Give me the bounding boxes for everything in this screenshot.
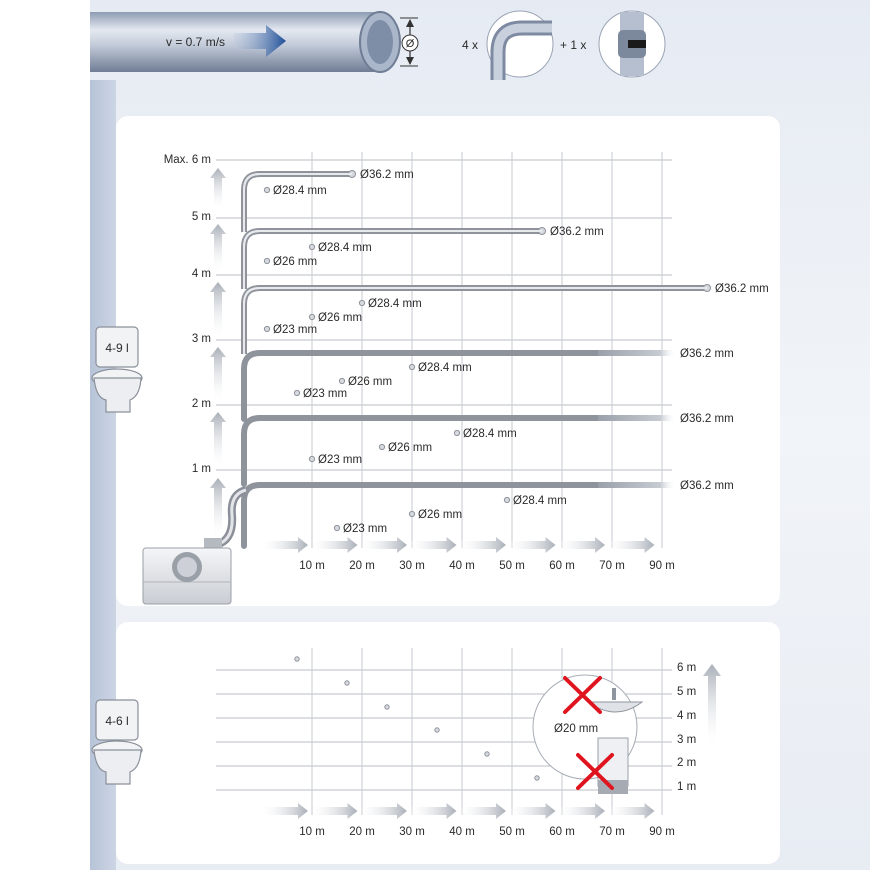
toilet-volume-bottom: 4-6 l — [105, 714, 129, 728]
y-label-2m: 2 m — [191, 398, 211, 410]
x-label-40m: 40 m — [449, 560, 475, 572]
pipe-end-cap — [409, 511, 414, 516]
pipe-label: Ø28.4 mm — [418, 362, 472, 374]
bottom-x-label-50m: 50 m — [499, 826, 525, 838]
pipe-end-cap — [294, 390, 299, 395]
sink-tap — [612, 688, 616, 700]
pipe-label: Ø26 mm — [318, 312, 363, 324]
pipe-label: Ø36.2 mm — [680, 480, 734, 492]
bottom-y-label-5m: 5 m — [677, 686, 697, 698]
x-label-10m: 10 m — [299, 560, 325, 572]
pipe-end-cap — [454, 430, 459, 435]
x-label-70m: 70 m — [599, 560, 625, 572]
velocity-label: v = 0.7 m/s — [166, 35, 226, 49]
bottom-x-label-60m: 60 m — [549, 826, 575, 838]
pipe-label: Ø28.4 mm — [513, 495, 567, 507]
x-label-30m: 30 m — [399, 560, 425, 572]
pipe-end-cap — [309, 456, 314, 461]
bottom-x-label-10m: 10 m — [299, 826, 325, 838]
pipe-label: Ø36.2 mm — [550, 226, 604, 238]
toilet-volume-top: 4-9 l — [105, 341, 129, 355]
elbow-count: 4 x — [462, 38, 479, 52]
pipe-label: Ø26 mm — [273, 256, 318, 268]
x-label-90m: 90 m — [649, 560, 675, 572]
pipe-end-cap — [309, 314, 314, 319]
pipe-label: Ø36.2 mm — [680, 413, 734, 425]
pipe-label: Ø23 mm — [303, 388, 348, 400]
x-label-60m: 60 m — [549, 560, 575, 572]
y-label-1m: 1 m — [191, 463, 211, 475]
bottom-y-label-2m: 2 m — [677, 757, 697, 769]
pipe-end-cap — [264, 258, 269, 263]
pipe-label: Ø28.4 mm — [318, 242, 372, 254]
valve-count: + 1 x — [560, 38, 587, 52]
pipe-end-cap — [379, 444, 384, 449]
bottom-x-label-30m: 30 m — [399, 826, 425, 838]
bottom-pipe-end-cap — [485, 752, 489, 756]
pump-inlet-inner — [177, 557, 197, 577]
pipe-label: Ø28.4 mm — [368, 298, 422, 310]
pipe-end-cap — [359, 300, 364, 305]
bottom-x-label-70m: 70 m — [599, 826, 625, 838]
pipe-label: Ø26 mm — [348, 376, 393, 388]
pipe-label: Ø36.2 mm — [715, 283, 769, 295]
bottom-pipe-end-cap — [345, 681, 349, 685]
y-label-5m: 5 m — [191, 211, 211, 223]
bottom-y-label-4m: 4 m — [677, 710, 697, 722]
pipe-label: Ø28.4 mm — [273, 185, 327, 197]
pipe-label: Ø23 mm — [343, 523, 388, 535]
y-label-4m: 4 m — [191, 268, 211, 280]
pipe-main-fade — [598, 482, 676, 488]
pipe-label: Ø36.2 mm — [680, 348, 734, 360]
bottom-y-label-6m: 6 m — [677, 662, 697, 674]
bottom-pipe-label: Ø20 mm — [554, 723, 599, 735]
pipe-end-cap — [339, 378, 344, 383]
bottom-pipe-end-cap — [295, 657, 299, 661]
bottom-x-label-40m: 40 m — [449, 826, 475, 838]
pipe-end-cap — [504, 497, 509, 502]
y-label-6m: Max. 6 m — [163, 154, 211, 166]
pipe-end-cap — [264, 326, 269, 331]
pipe-label: Ø36.2 mm — [360, 169, 414, 181]
bottom-x-label-20m: 20 m — [349, 826, 375, 838]
y-label-3m: 3 m — [191, 333, 211, 345]
pipe-end-cap — [334, 525, 339, 530]
pipe-opening-inner — [367, 20, 393, 64]
bottom-pipe-end-cap — [535, 776, 539, 780]
pipe-label: Ø23 mm — [273, 324, 318, 336]
bottom-pipe-end-cap — [385, 705, 389, 709]
bottom-y-label-1m: 1 m — [677, 781, 697, 793]
bottom-pipe-end-cap — [435, 728, 439, 732]
bottom-x-label-90m: 90 m — [649, 826, 675, 838]
pipe-label: Ø23 mm — [318, 454, 363, 466]
bottom-y-label-3m: 3 m — [677, 734, 697, 746]
x-label-20m: 20 m — [349, 560, 375, 572]
pipe-main-fade — [598, 350, 676, 356]
diameter-symbol: Ø — [405, 38, 415, 50]
pipe-end-cap — [309, 244, 314, 249]
valve-handle — [628, 40, 646, 48]
pipe-label: Ø26 mm — [388, 442, 433, 454]
pipe-end-cap — [264, 187, 269, 192]
pipe-label: Ø26 mm — [418, 509, 463, 521]
x-label-50m: 50 m — [499, 560, 525, 572]
pipe-label: Ø28.4 mm — [463, 428, 517, 440]
pipe-main-fade — [598, 415, 676, 421]
pipe-end-cap — [409, 364, 414, 369]
